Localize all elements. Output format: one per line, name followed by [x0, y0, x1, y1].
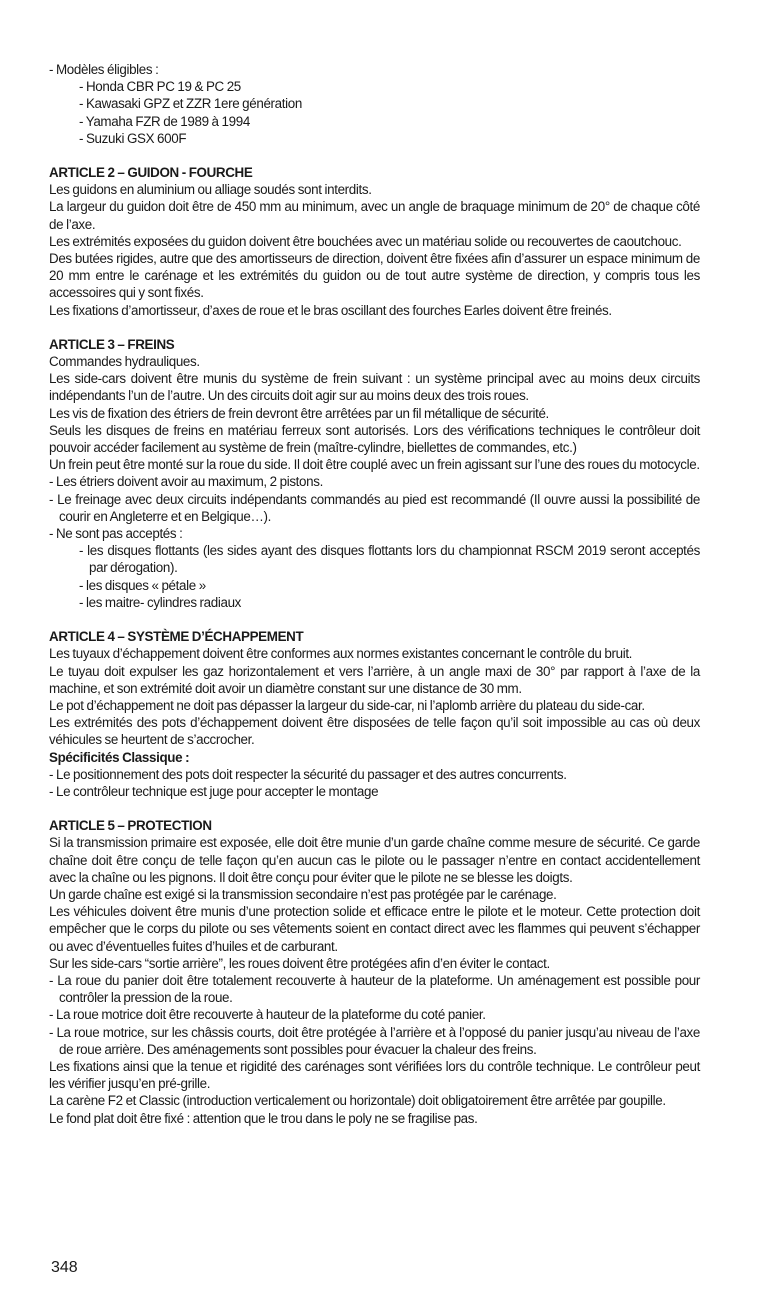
- list-item: - La roue motrice, sur les châssis courts, doit être protégée à l’arrière et à l’opposé du panier jusqu’au niveau de l’axe de roue arrière. Des aménagements sont possibles pour évacuer la chaleur des freins.: [49, 1024, 700, 1057]
- paragraph: La carène F2 et Classic (introduction verticalement ou horizontale) doit obligatoirement être arrêtée par goupille.: [49, 1093, 666, 1109]
- paragraph: Les fixations ainsi que la tenue et rigidité des carénages sont vérifiées lors du contrôle technique. Le contrôleur peut les vérifier jusqu’en pré-grille.: [49, 1058, 700, 1092]
- paragraph: Les extrémités des pots d’échappement doivent être disposées de telle façon qu’il soit impossible au cas où deux véhicules se heurtent de s’accrocher.: [49, 715, 700, 748]
- article-3-heading: ARTICLE 3 – FREINS: [49, 336, 175, 352]
- list-item: - Suzuki GSX 600F: [79, 130, 187, 146]
- paragraph: Les tuyaux d’échappement doivent être conformes aux normes existantes concernant le contrôle du bruit.: [49, 646, 633, 662]
- paragraph: Le fond plat doit être fixé : attention que le trou dans le poly ne se fragilise pas.: [49, 1110, 478, 1126]
- article-4-heading: ARTICLE 4 – SYSTÈME D’ÉCHAPPEMENT: [49, 629, 304, 645]
- eligible-models-list: [49, 78, 700, 147]
- paragraph: Commandes hydrauliques.: [49, 354, 200, 370]
- spacer: [49, 800, 700, 817]
- spacer: [49, 147, 700, 164]
- list-item: - Kawasaki GPZ et ZZR 1ere génération: [79, 96, 302, 112]
- list-item: - les disques flottants (les sides ayant des disques flottants lors du championnat RSCM 2019 seront acceptés par dérogation).: [79, 543, 700, 576]
- page-number: 348: [51, 1259, 78, 1276]
- brake-rules-list: [49, 473, 700, 542]
- list-item: - Ne sont pas acceptés :: [49, 526, 183, 542]
- paragraph: Les guidons en aluminium ou alliage soudés sont interdits.: [49, 182, 372, 198]
- list-item: - Yamaha FZR de 1989 à 1994: [79, 113, 250, 129]
- paragraph: Les side-cars doivent être munis du système de frein suivant : un système principal avec au moins deux circuits indépendants l’un de l’autre. Un des circuits doit agir sur au moins deux des trois roues.: [49, 371, 700, 404]
- article-2-heading: ARTICLE 2 – GUIDON - FOURCHE: [49, 165, 253, 181]
- paragraph: La largeur du guidon doit être de 450 mm au minimum, avec un angle de braquage minimum de 20° de chaque côté de l’axe.: [49, 199, 700, 232]
- wheel-protection-list: [49, 972, 700, 1058]
- classic-specifics-list: [49, 766, 700, 800]
- list-item: - La roue motrice doit être recouverte à hauteur de la plateforme du coté panier.: [49, 1007, 486, 1023]
- paragraph: Les vis de fixation des étriers de frein devront être arrêtées par un fil métallique de sécurité.: [49, 405, 549, 421]
- not-accepted-list: [49, 542, 700, 611]
- document-page: [49, 61, 700, 1127]
- list-item: - Le contrôleur technique est juge pour accepter le montage: [49, 783, 379, 799]
- paragraph: Les fixations d’amortisseur, d’axes de roue et le bras oscillant des fourches Earles doivent être freinés.: [49, 302, 612, 318]
- article-5-heading: ARTICLE 5 – PROTECTION: [49, 818, 212, 834]
- paragraph: Sur les side-cars “sortie arrière”, les roues doivent être protégées afin d’en éviter le contact.: [49, 955, 550, 971]
- list-item: - Le positionnement des pots doit respecter la sécurité du passager et des autres concurrents.: [49, 766, 567, 782]
- paragraph: Le pot d’échappement ne doit pas dépasser la largeur du side-car, ni l’aplomb arrière du plateau du side-car.: [49, 697, 645, 713]
- eligible-models-label: - Modèles éligibles :: [49, 62, 159, 77]
- paragraph: Des butées rigides, autre que des amortisseurs de direction, doivent être fixées afin d’assurer un espace minimum de 20 mm entre le carénage et les extrémités du guidon ou de tout autre système de direction, y compris tous les accessoires qui y sont fixés.: [49, 251, 700, 301]
- paragraph: Le tuyau doit expulser les gaz horizontalement et vers l’arrière, à un angle maxi de 30° par rapport à l’axe de la machine, et son extrémité doit avoir un diamètre constant sur une distance de 30 mm.: [49, 663, 700, 696]
- list-item: - les disques « pétale »: [79, 577, 206, 593]
- paragraph: Un frein peut être monté sur la roue du side. Il doit être couplé avec un frein agissant sur l’une des roues du motocycle.: [49, 457, 700, 473]
- paragraph: Seuls les disques de freins en matériau ferreux sont autorisés. Lors des vérifications techniques le contrôleur doit pouvoir accéder facilement au système de frein (maître-cylindre, biellettes de commandes, etc.): [49, 422, 700, 456]
- classic-specifics-subtitle: Spécificités Classique :: [49, 749, 190, 765]
- list-item: - Le freinage avec deux circuits indépendants commandés au pied est recommandé (Il ouvre aussi la possibilité de courir en Angleterre et en Belgique…).: [49, 491, 700, 524]
- paragraph: Les extrémités exposées du guidon doivent être bouchées avec un matériau solide ou recouvertes de caoutchouc.: [49, 233, 682, 249]
- paragraph: Si la transmission primaire est exposée, elle doit être munie d’un garde chaîne comme mesure de sécurité. Ce garde chaîne doit être conçu de telle façon qu’en aucun cas le pilote ou le passager n’entre en contact accidentellement avec la chaîne ou les pignons. Il doit être conçu pour éviter que le pilote ne se blesse les doigts.: [49, 835, 700, 885]
- spacer: [49, 611, 700, 628]
- paragraph: Les véhicules doivent être munis d’une protection solide et efficace entre le pilote et le moteur. Cette protection doit empêcher que le corps du pilote ou ses vêtements soient en contact direct avec les flammes qui peuvent s’échapper ou avec d’éventuelles fuites d’huiles et de carburant.: [49, 904, 700, 954]
- paragraph: Un garde chaîne est exigé si la transmission secondaire n’est pas protégée par le carénage.: [49, 886, 557, 902]
- list-item: - Honda CBR PC 19 & PC 25: [79, 79, 241, 95]
- list-item: - Les étriers doivent avoir au maximum, 2 pistons.: [49, 474, 323, 490]
- list-item: - les maitre- cylindres radiaux: [79, 594, 242, 610]
- spacer: [49, 319, 700, 336]
- list-item: - La roue du panier doit être totalement recouverte à hauteur de la plateforme. Un aménagement est possible pour contrôler la pression de la roue.: [49, 972, 700, 1006]
